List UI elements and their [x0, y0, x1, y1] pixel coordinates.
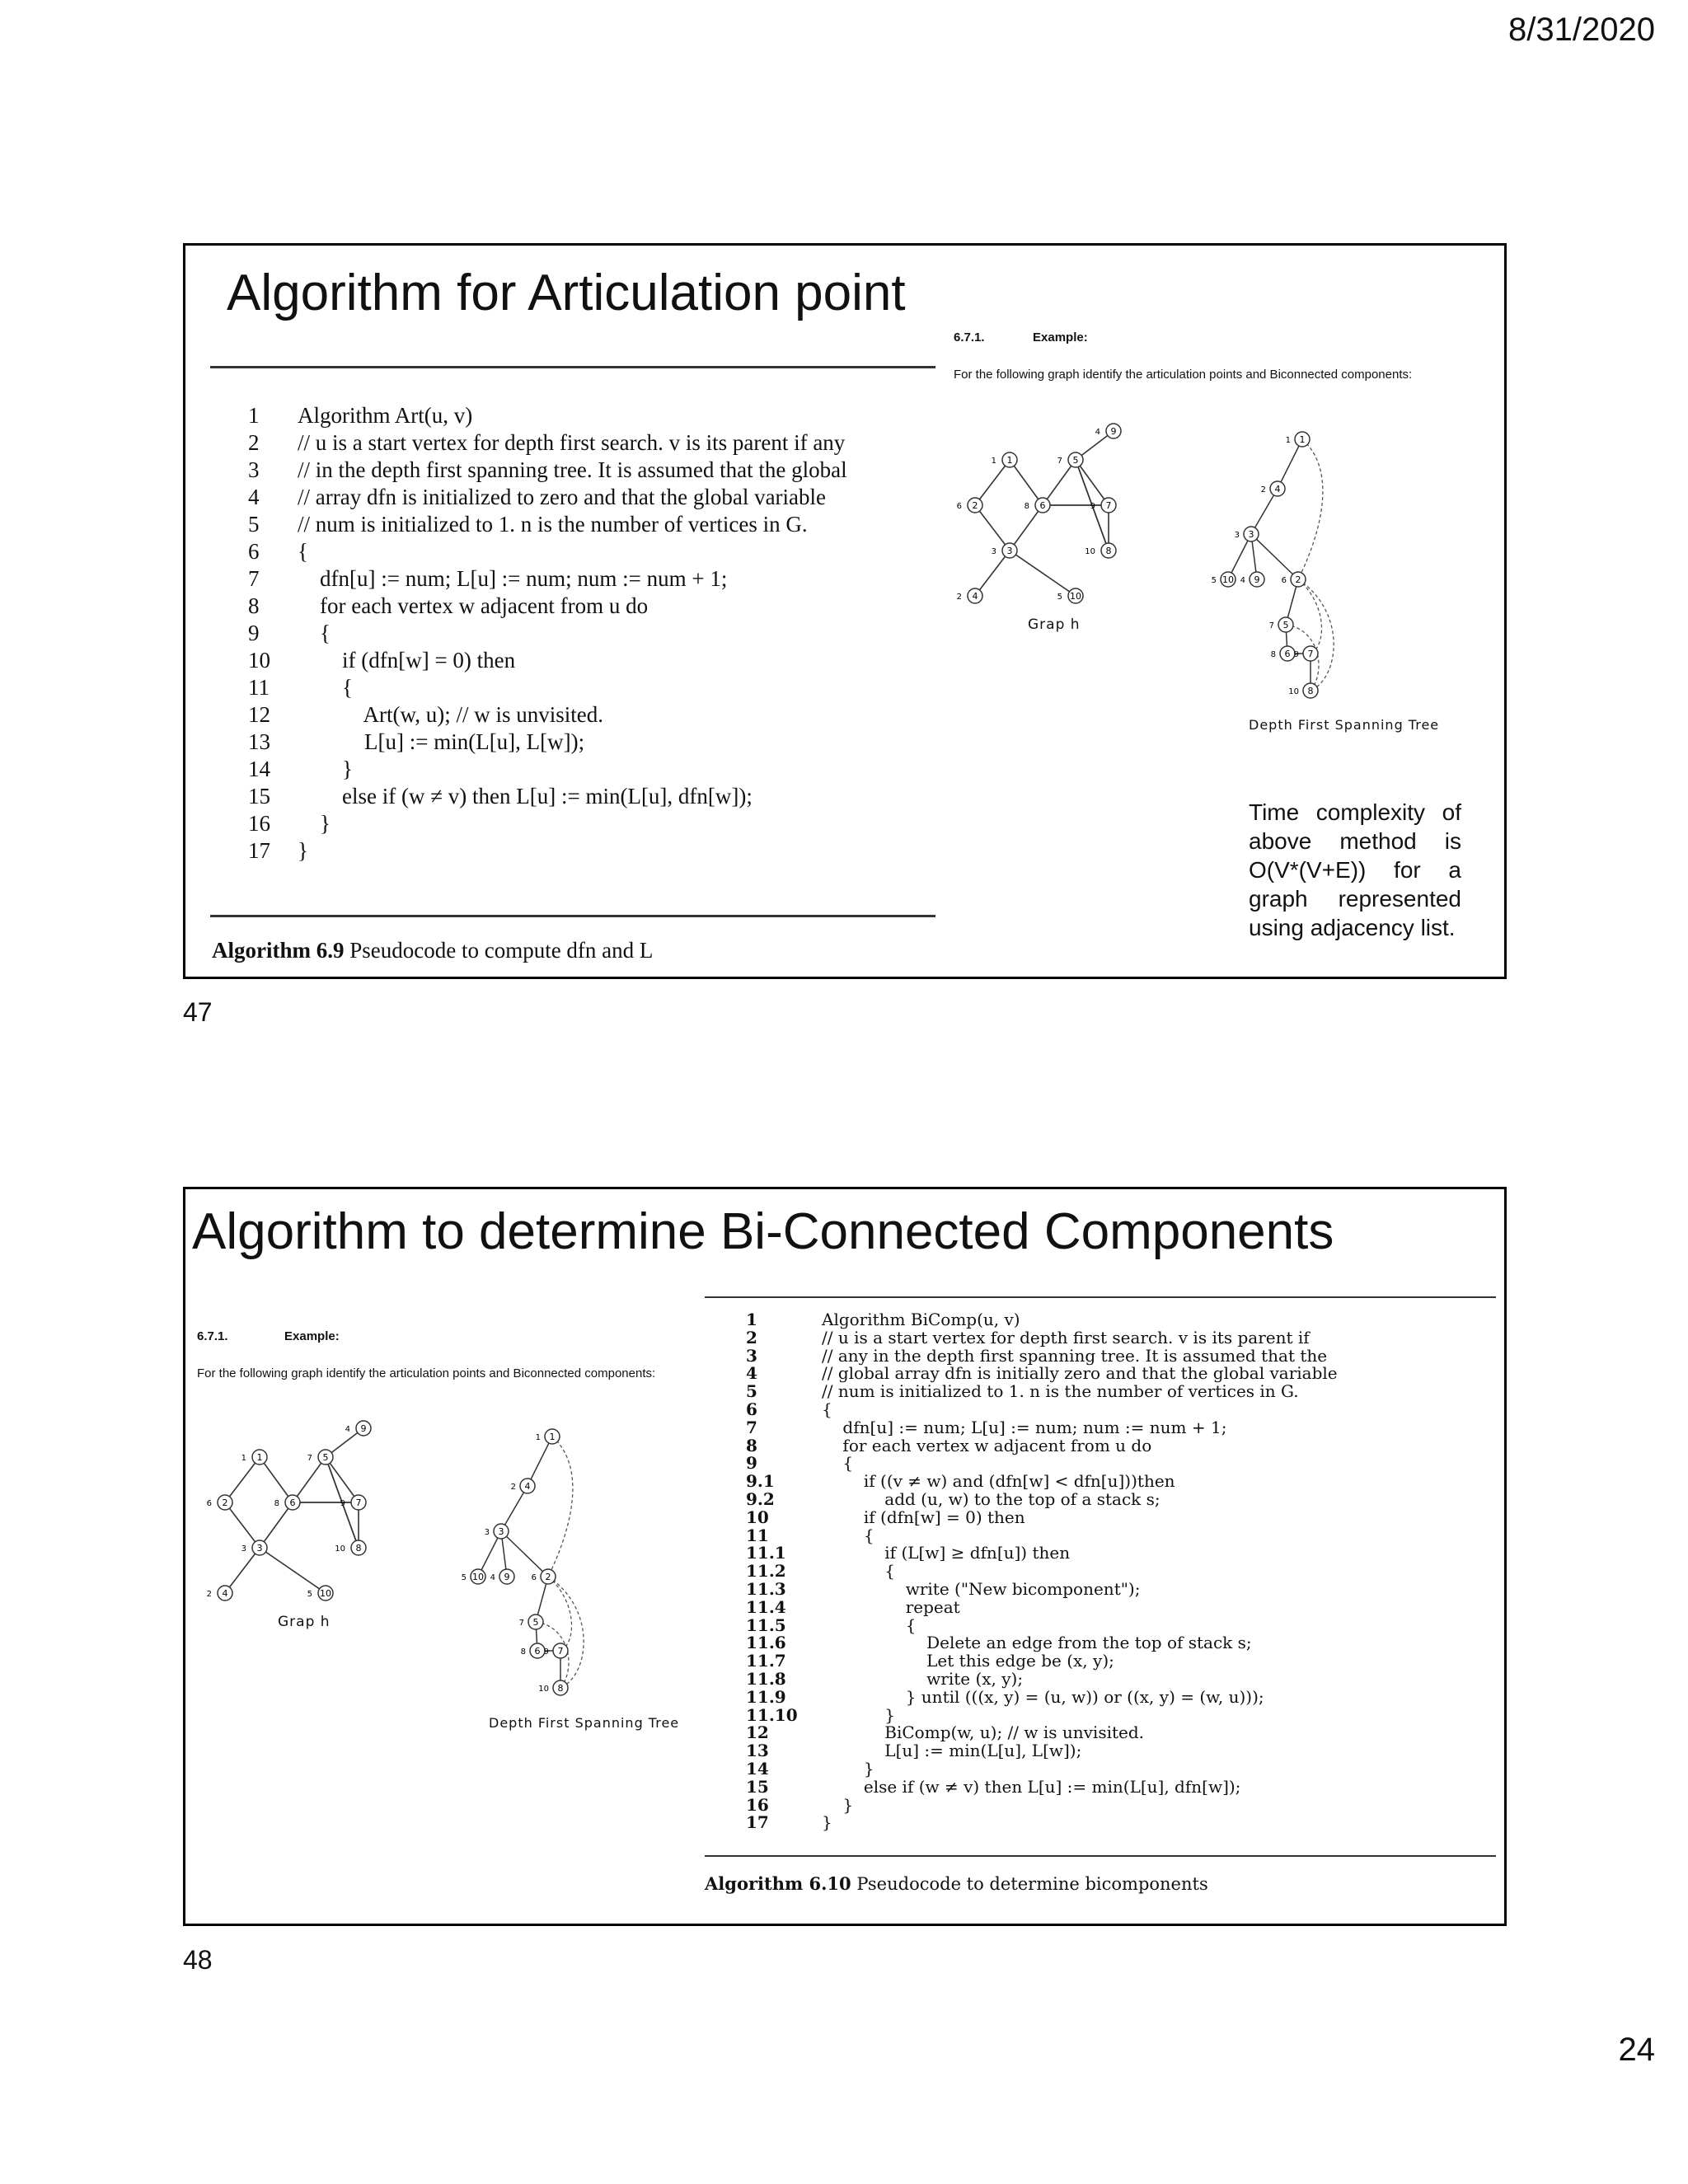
line-number: 4	[746, 1363, 757, 1384]
dfn-label: 10	[1085, 547, 1095, 556]
node-label: 6	[1284, 649, 1291, 659]
back-edge	[1298, 439, 1323, 579]
code-line	[746, 1668, 1338, 1689]
code-text: for each vertex w adjacent from u do	[298, 593, 649, 618]
dfn-label: 10	[335, 1544, 345, 1554]
dfn-label: 7	[1057, 457, 1062, 466]
dfn-label: 3	[484, 1528, 490, 1537]
graph-edge	[326, 1457, 359, 1502]
slide-number-48: 48	[183, 1945, 213, 1975]
line-number: 1	[248, 403, 260, 428]
line-number: 7	[248, 566, 260, 591]
slide-48	[183, 1187, 1507, 1926]
tree-edge	[528, 1436, 552, 1486]
code-line	[746, 1311, 1338, 1329]
code-text: // any in the depth first spanning tree. It is assumed that the	[822, 1345, 1328, 1366]
line-number: 10	[248, 648, 270, 673]
line-number: 11.5	[746, 1615, 786, 1635]
dfn-label: 6	[1281, 576, 1287, 585]
code-line	[746, 1794, 1338, 1815]
node-label: 7	[1307, 649, 1314, 659]
code-line	[746, 1724, 1338, 1742]
code-line	[746, 1455, 1338, 1473]
node-label: 10	[320, 1588, 331, 1599]
graph-svg	[206, 1412, 449, 1626]
graph-edge	[1010, 505, 1043, 551]
line-number: 13	[248, 729, 270, 754]
node-label: 5	[322, 1452, 329, 1463]
node-label: 7	[557, 1646, 564, 1657]
graph-edge	[975, 505, 1010, 551]
dfn-label: 4	[1240, 576, 1245, 585]
code-text: {	[822, 1561, 896, 1582]
node-label: 10	[472, 1572, 484, 1582]
node-label: 5	[1072, 455, 1079, 466]
top-rule	[705, 1296, 1496, 1298]
code-line	[746, 1634, 1338, 1652]
code-text: else if (w ≠ v) then L[u] := min(L[u], dfn[w]);	[298, 784, 753, 808]
code-line	[746, 1652, 1338, 1671]
page-number: 24	[1618, 2032, 1655, 2068]
graph-svg	[956, 415, 1199, 629]
line-number: 16	[746, 1794, 769, 1815]
code-text: {	[822, 1525, 874, 1545]
node-label: 6	[534, 1646, 541, 1657]
back-edge	[548, 1577, 584, 1688]
node-label: 6	[1039, 500, 1046, 511]
dfn-label: 5	[1057, 593, 1062, 602]
tree-label: Depth First Spanning Tree	[489, 1715, 680, 1731]
dfn-label: 2	[206, 1590, 212, 1599]
line-number: 3	[746, 1345, 757, 1366]
code-line	[248, 647, 847, 674]
graph-edge	[975, 460, 1010, 505]
dfs-tree	[1195, 423, 1409, 703]
code-line	[746, 1760, 1338, 1779]
line-number: 9.2	[746, 1488, 775, 1509]
caption-text: Pseudocode to determine bicomponents	[856, 1874, 1208, 1894]
node-label: 10	[1222, 574, 1234, 585]
code-line	[746, 1419, 1338, 1437]
code-line	[746, 1347, 1338, 1366]
node-label: 2	[1295, 574, 1301, 585]
code-text: else if (w ≠ v) then L[u] := min(L[u], dfn[w]);	[822, 1776, 1241, 1797]
line-number: 11	[746, 1525, 769, 1545]
line-number: 11.4	[746, 1596, 786, 1617]
code-text: if (L[w] ≥ dfn[u]) then	[822, 1543, 1071, 1563]
graph-edge	[975, 551, 1010, 596]
code-text: {	[298, 539, 308, 564]
node-label: 4	[1274, 484, 1281, 494]
line-number: 11.3	[746, 1578, 786, 1599]
algorithm-6-9-code	[248, 402, 847, 865]
dfn-label: 5	[1211, 576, 1217, 585]
line-number: 9	[746, 1453, 757, 1474]
dfn-label: 6	[531, 1573, 537, 1582]
node-label: 1	[1006, 455, 1013, 466]
line-number: 11.9	[746, 1686, 786, 1707]
algorithm-caption	[705, 1873, 1208, 1894]
code-line	[746, 1383, 1338, 1401]
node-label: 3	[498, 1526, 504, 1537]
node-label: 3	[256, 1543, 263, 1554]
back-edge	[548, 1436, 573, 1577]
back-edge	[1298, 579, 1334, 691]
line-number: 2	[248, 430, 260, 455]
dfn-label: 2	[1260, 485, 1266, 494]
line-number: 11.1	[746, 1543, 786, 1563]
slide-47	[183, 243, 1507, 979]
code-text: {	[298, 621, 331, 645]
code-text: {	[822, 1615, 917, 1635]
node-label: 1	[256, 1452, 263, 1463]
complexity-note: Time complexity of above method is O(V*(V+E)) for a graph represented using adjacency list.	[1249, 799, 1461, 940]
code-line	[248, 783, 847, 810]
dfn-label: 2	[956, 593, 962, 602]
code-line	[248, 429, 847, 457]
code-text: if ((v ≠ w) and (dfn[w] < dfn[u]))then	[822, 1471, 1175, 1492]
tree-svg	[445, 1420, 659, 1700]
graph-edge	[260, 1548, 326, 1593]
code-text: {	[822, 1399, 832, 1419]
code-text: BiComp(w, u); // w is unvisited.	[822, 1722, 1145, 1743]
node-label: 8	[1307, 686, 1314, 696]
algorithm-caption	[212, 938, 653, 963]
code-line	[248, 457, 847, 484]
code-line	[248, 756, 847, 783]
tree-edge	[1278, 439, 1302, 489]
line-number: 9.1	[746, 1471, 775, 1492]
code-text: }	[822, 1704, 896, 1725]
code-line	[746, 1329, 1338, 1347]
code-text: // num is initialized to 1. n is the number of vertices in G.	[298, 512, 808, 537]
dfn-label: 7	[1268, 621, 1274, 630]
dfn-label: 1	[1285, 436, 1291, 445]
example-heading: Example:	[1033, 330, 1088, 344]
caption-text: Pseudocode to compute dfn and L	[349, 938, 654, 963]
graph-edge	[1043, 460, 1076, 505]
code-line	[248, 402, 847, 429]
caption-label: Algorithm 6.9	[212, 938, 345, 963]
code-line	[248, 620, 847, 647]
code-line	[746, 1814, 1338, 1832]
node-label: 4	[972, 591, 978, 602]
code-text: if (dfn[w] = 0) then	[298, 648, 516, 673]
slide-title: Algorithm for Articulation point	[227, 265, 906, 321]
line-number: 3	[248, 457, 260, 482]
line-number: 8	[746, 1435, 757, 1455]
code-line	[746, 1527, 1338, 1545]
code-text: // array dfn is initialized to zero and that the global variable	[298, 485, 827, 509]
dfn-label: 1	[241, 1454, 246, 1463]
graph-edge	[225, 1457, 260, 1502]
node-label: 2	[222, 1497, 228, 1508]
bottom-rule	[705, 1855, 1496, 1857]
code-line	[248, 701, 847, 729]
code-line	[746, 1509, 1338, 1527]
code-line	[746, 1401, 1338, 1419]
graph-label: Grap h	[278, 1614, 331, 1630]
dfn-label: 7	[307, 1454, 312, 1463]
code-text: if (dfn[w] = 0) then	[822, 1507, 1025, 1527]
line-number: 6	[746, 1399, 757, 1419]
line-number: 14	[248, 757, 270, 781]
node-label: 8	[557, 1683, 564, 1694]
code-text: {	[822, 1453, 854, 1474]
algorithm-6-10-code	[746, 1311, 1338, 1832]
dfn-label: 5	[461, 1573, 467, 1582]
line-number: 11.2	[746, 1561, 786, 1582]
code-text: Art(w, u); // w is unvisited.	[298, 702, 603, 727]
code-text: }	[822, 1794, 854, 1815]
line-number: 5	[248, 512, 260, 537]
code-line	[746, 1742, 1338, 1760]
dfn-label: 1	[991, 457, 996, 466]
slide-number-47: 47	[183, 997, 213, 1027]
line-number: 17	[248, 838, 270, 863]
dfn-label: 3	[991, 547, 996, 556]
code-text: Let this edge be (x, y);	[822, 1651, 1114, 1671]
line-number: 2	[746, 1327, 757, 1347]
code-line	[746, 1563, 1338, 1581]
node-label: 10	[1070, 591, 1081, 602]
graph-edge	[260, 1457, 293, 1502]
node-label: 8	[1105, 546, 1112, 556]
code-text: write (x, y);	[822, 1668, 1024, 1689]
tree-svg	[1195, 423, 1409, 703]
example-heading: Example:	[284, 1329, 340, 1343]
node-label: 6	[289, 1497, 296, 1508]
example-number: 6.7.1.	[954, 330, 985, 344]
dfn-label: 7	[518, 1619, 524, 1628]
node-label: 2	[545, 1572, 551, 1582]
dfn-label: 6	[956, 502, 962, 511]
node-label: 7	[355, 1497, 362, 1508]
code-text: // num is initialized to 1. n is the number of vertices in G.	[822, 1381, 1299, 1402]
line-number: 1	[746, 1310, 757, 1329]
dfn-label: 9	[543, 1647, 549, 1657]
code-line	[746, 1473, 1338, 1491]
code-line	[746, 1776, 1338, 1797]
code-line	[248, 674, 847, 701]
code-text: dfn[u] := num; L[u] := num; num := num + 1;	[822, 1417, 1227, 1437]
code-line	[248, 538, 847, 565]
code-text: }	[822, 1758, 874, 1779]
node-label: 9	[1110, 426, 1117, 437]
node-label: 4	[524, 1481, 531, 1492]
dfn-label: 4	[345, 1425, 350, 1434]
code-line	[746, 1578, 1338, 1599]
code-text: L[u] := min(L[u], L[w]);	[822, 1741, 1082, 1761]
dfn-label: 3	[241, 1544, 246, 1554]
code-text: repeat	[822, 1596, 960, 1617]
code-text: }	[298, 811, 331, 836]
node-label: 9	[360, 1423, 367, 1434]
line-number: 12	[248, 702, 270, 727]
dfn-label: 5	[307, 1590, 312, 1599]
dfn-label: 4	[490, 1573, 495, 1582]
code-line	[248, 593, 847, 620]
code-text: Algorithm Art(u, v)	[298, 403, 473, 428]
dfn-label: 3	[1234, 531, 1240, 540]
line-number: 15	[746, 1776, 769, 1797]
line-number: 10	[746, 1507, 769, 1527]
back-edge	[548, 1577, 572, 1651]
code-line	[746, 1596, 1338, 1617]
node-label: 8	[355, 1543, 362, 1554]
header-date: 8/31/2020	[1508, 12, 1655, 48]
node-label: 1	[1299, 434, 1306, 445]
line-number: 8	[248, 593, 260, 618]
slide-title: Algorithm to determine Bi-Connected Components	[192, 1203, 1334, 1260]
line-number: 15	[248, 784, 270, 808]
example-graph	[956, 415, 1199, 629]
line-number: 13	[746, 1741, 769, 1761]
dfn-label: 9	[340, 1499, 345, 1508]
dfn-label: 6	[206, 1499, 212, 1508]
dfn-label: 8	[1024, 502, 1029, 511]
code-line	[746, 1488, 1338, 1509]
code-text: // u is a start vertex for depth first search. v is its parent if	[822, 1327, 1310, 1347]
code-text: dfn[u] := num; L[u] := num; num := num + 1;	[298, 566, 728, 591]
dfn-label: 2	[510, 1483, 516, 1492]
node-label: 3	[1006, 546, 1013, 556]
code-text: Algorithm BiComp(u, v)	[822, 1310, 1020, 1329]
line-number: 14	[746, 1758, 769, 1779]
code-text: for each vertex w adjacent from u do	[822, 1435, 1152, 1455]
graph-label: Grap h	[1028, 616, 1081, 633]
line-number: 16	[248, 811, 270, 836]
code-text: }	[298, 757, 353, 781]
line-number: 11.8	[746, 1668, 786, 1689]
line-number: 5	[746, 1381, 757, 1402]
line-number: 11.10	[746, 1704, 798, 1725]
node-label: 2	[972, 500, 978, 511]
example-text: For the following graph identify the articulation points and Biconnected components:	[197, 1366, 656, 1380]
graph-edge	[260, 1502, 293, 1548]
code-text: // u is a start vertex for depth first search. v is its parent if any	[298, 430, 846, 455]
code-text: {	[298, 675, 353, 700]
line-number: 11.6	[746, 1633, 786, 1653]
node-label: 1	[549, 1432, 556, 1442]
code-text: Delete an edge from the top of stack s;	[822, 1633, 1252, 1653]
dfn-label: 4	[1095, 428, 1100, 437]
line-number: 9	[248, 621, 260, 645]
code-text: } until (((x, y) = (u, w)) or ((x, y) = (w, u)));	[822, 1686, 1264, 1707]
tree-label: Depth First Spanning Tree	[1249, 717, 1440, 733]
code-text: }	[822, 1812, 832, 1833]
dfn-label: 8	[520, 1647, 526, 1657]
node-label: 5	[532, 1617, 539, 1628]
line-number: 11.7	[746, 1651, 786, 1671]
graph-edge	[293, 1457, 326, 1502]
node-label: 7	[1105, 500, 1112, 511]
code-text: add (u, w) to the top of a stack s;	[822, 1488, 1160, 1509]
caption-label: Algorithm 6.10	[705, 1873, 851, 1894]
node-label: 9	[504, 1572, 510, 1582]
code-line	[248, 810, 847, 837]
line-number: 11	[248, 675, 270, 700]
line-number: 7	[746, 1417, 757, 1437]
code-line	[746, 1365, 1338, 1383]
code-text: // in the depth first spanning tree. It is assumed that the global	[298, 457, 847, 482]
code-line	[746, 1437, 1338, 1455]
dfn-label: 9	[1090, 502, 1095, 511]
code-line	[746, 1544, 1338, 1563]
top-rule	[210, 366, 935, 368]
node-label: 9	[1254, 574, 1260, 585]
node-label: 5	[1282, 620, 1289, 630]
example-text: For the following graph identify the articulation points and Biconnected components:	[954, 368, 1413, 382]
dfn-label: 9	[1293, 650, 1299, 659]
dfn-label: 8	[1270, 650, 1276, 659]
code-line	[746, 1704, 1338, 1725]
graph-edge	[1010, 551, 1076, 596]
line-number: 17	[746, 1812, 769, 1833]
code-text: // global array dfn is initially zero and that the global variable	[822, 1363, 1338, 1384]
dfn-label: 1	[535, 1433, 541, 1442]
dfn-label: 10	[1288, 687, 1299, 696]
example-graph	[206, 1412, 449, 1626]
bottom-rule	[210, 915, 935, 917]
code-line	[248, 565, 847, 593]
code-text: write ("New bicomponent");	[822, 1578, 1141, 1599]
dfn-label: 8	[274, 1499, 279, 1508]
line-number: 12	[746, 1722, 769, 1743]
code-line	[248, 484, 847, 511]
back-edge	[1298, 579, 1322, 654]
code-line	[248, 729, 847, 756]
line-number: 6	[248, 539, 260, 564]
code-text: }	[298, 838, 308, 863]
code-line	[746, 1617, 1338, 1635]
dfn-label: 10	[538, 1685, 549, 1694]
graph-edge	[225, 1548, 260, 1593]
code-line	[248, 837, 847, 865]
graph-edge	[225, 1502, 260, 1548]
node-label: 3	[1248, 529, 1254, 540]
example-number: 6.7.1.	[197, 1329, 228, 1343]
code-text: L[u] := min(L[u], L[w]);	[298, 729, 585, 754]
code-line	[248, 511, 847, 538]
line-number: 4	[248, 485, 260, 509]
code-line	[746, 1686, 1338, 1707]
dfs-tree	[445, 1420, 659, 1700]
graph-edge	[1076, 460, 1109, 505]
node-label: 4	[222, 1588, 228, 1599]
graph-edge	[1010, 460, 1043, 505]
